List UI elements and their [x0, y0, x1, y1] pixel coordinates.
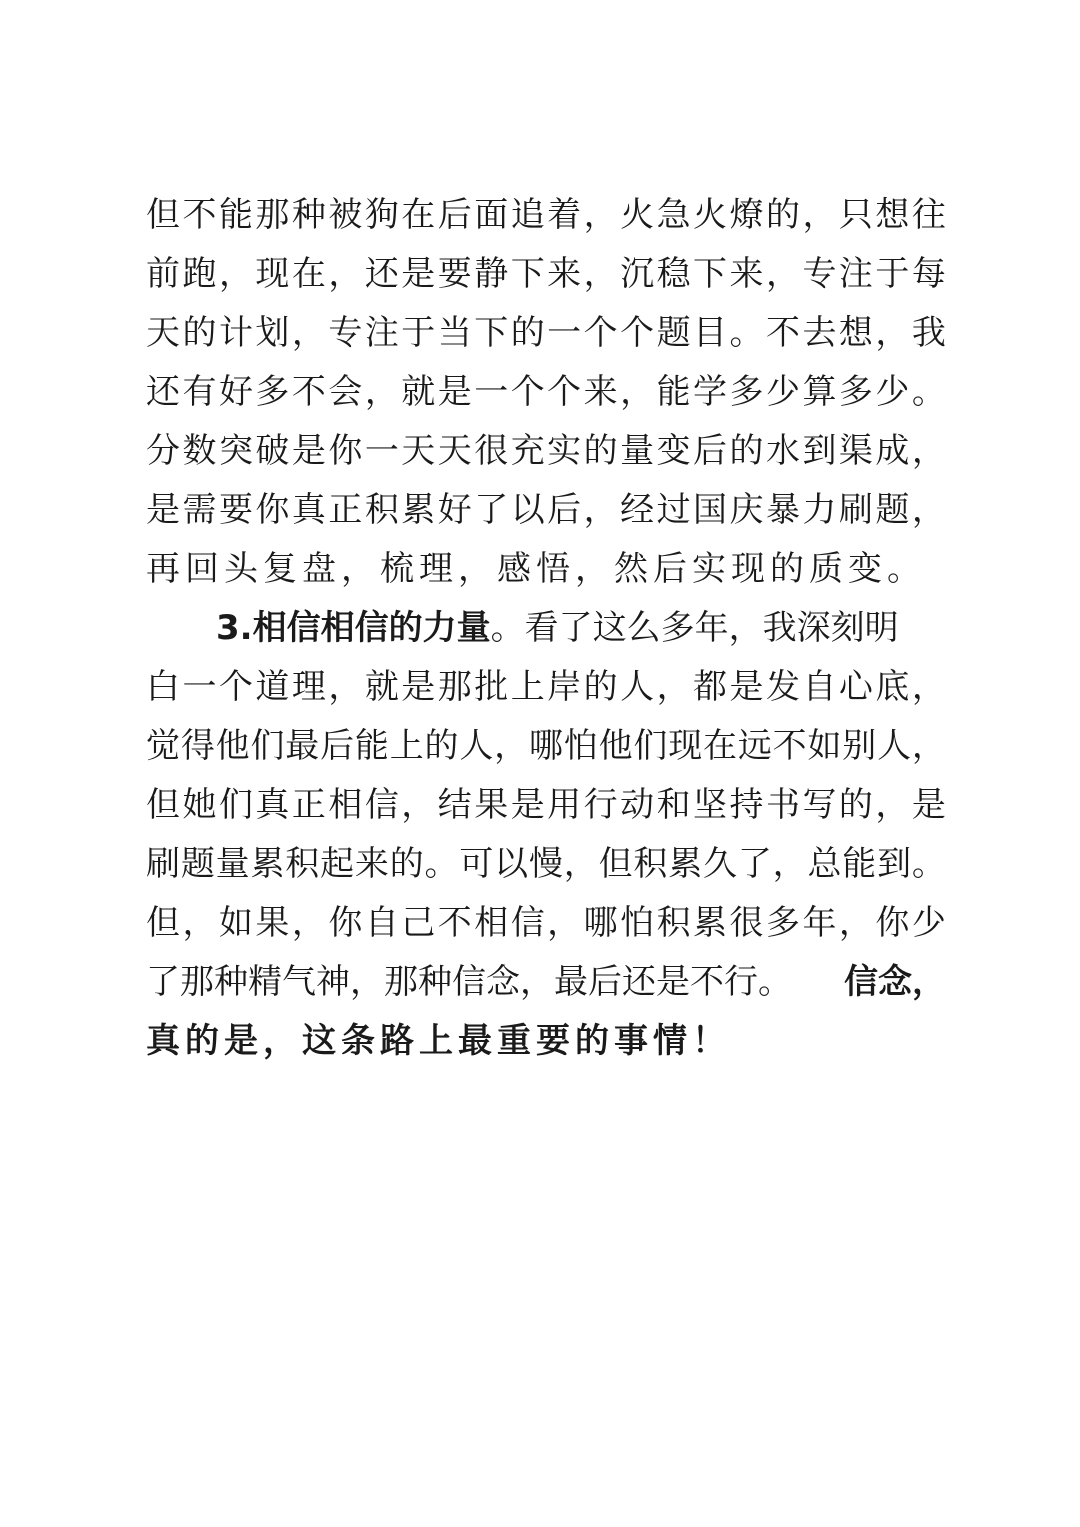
- line-text: 再回头复盘，梳理，感悟，然后实现的质变。: [146, 549, 926, 589]
- line-text: 还 有 好 多 不 会 ， 就 是 一 个 个 来 ， 能 学 多 少 算 多 少 。: [146, 372, 946, 412]
- text-line: [146, 717, 946, 776]
- line-text: 天 的 计 划 ， 专 注 于 当 下 的 一 个 个 题 目 。 不 去 想 ， 我: [146, 313, 946, 353]
- text-line: [146, 186, 946, 245]
- text-line: [146, 422, 946, 481]
- text-line: [146, 363, 946, 422]
- line-text: 刷 题 量 累 积 起 来 的 。 可 以 慢 ， 但 积 累 久 了 ， 总 能 到 。: [146, 844, 946, 884]
- text-line: [146, 304, 946, 363]
- line-text: 但 她 们 真 正 相 信 ， 结 果 是 用 行 动 和 坚 持 书 写 的 ， 是: [146, 785, 946, 825]
- text-line: [146, 540, 946, 599]
- text-line: [146, 245, 946, 304]
- line-text: 但 ， 如 果 ， 你 自 己 不 相 信 ， 哪 怕 积 累 很 多 年 ， 你 少: [146, 903, 946, 943]
- line-text: 觉 得 他 们 最 后 能 上 的 人 ， 哪 怕 他 们 现 在 远 不 如 别 人 ，: [146, 726, 946, 766]
- text-line: [146, 953, 946, 1012]
- text-line: [146, 481, 946, 540]
- section-heading: 3.相信相信的力量: [216, 608, 491, 648]
- line-text: 是 需 要 你 真 正 积 累 好 了 以 后 ， 经 过 国 庆 暴 力 刷 题 ，: [146, 490, 946, 530]
- emphasis-text: 信念，: [844, 962, 946, 1002]
- line-text: 但 不 能 那 种 被 狗 在 后 面 追 着 ， 火 急 火 燎 的 ， 只 想 往: [146, 195, 946, 235]
- line-text: 前 跑 ， 现 在 ， 还 是 要 静 下 来 ， 沉 稳 下 来 ， 专 注 于 每: [146, 254, 946, 294]
- line-text: 。看了这么多年，我深刻明: [490, 608, 899, 648]
- line-text: 白 一 个 道 理 ， 就 是 那 批 上 岸 的 人 ， 都 是 发 自 心 底 ，: [146, 667, 946, 707]
- text-line: [146, 835, 946, 894]
- text-line: [146, 1012, 946, 1071]
- line-text: 了那种精气神，那种信念，最后还是不行。: [146, 962, 792, 1002]
- paragraph-3-first-line: [146, 599, 946, 658]
- text-line: [146, 658, 946, 717]
- emphasis-text: 真的是，这条路上最重要的事情！: [146, 1021, 731, 1061]
- text-line: [146, 776, 946, 835]
- text-line: [146, 894, 946, 953]
- body-text: [146, 186, 946, 1071]
- line-text: 分 数 突 破 是 你 一 天 天 很 充 实 的 量 变 后 的 水 到 渠 成 ，: [146, 431, 946, 471]
